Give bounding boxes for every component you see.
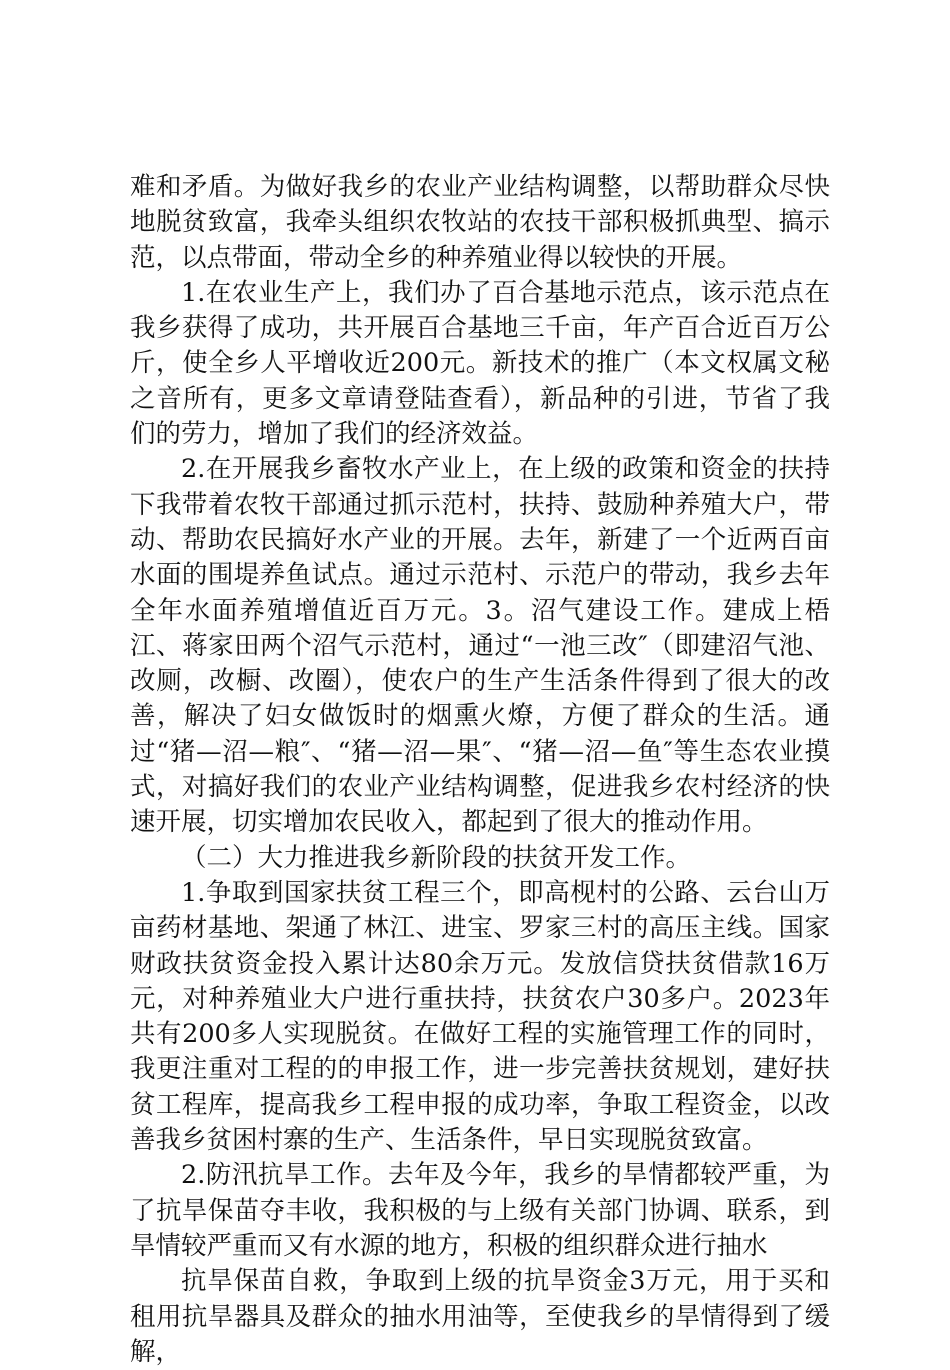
paragraph-aquaculture: 2.在开展我乡畜牧水产业上，在上级的政策和资金的扶持下我带着农牧干部通过抓示范村，扶持、鼓励种养殖大户，带动、帮助农民搞好水产业的开展。去年，新建了一个近两百亩水面的围堤养鱼试点。通过示范村、示范户的带动，我乡去年全年水面养殖增值近百万元。3。沼气建设工作。建成上梧江、蒋家田两个沼气示范村，通过“一池三改″（即建沼气池、改厕，改橱、改圈），使农户的生产生活条件得到了很大的改善，解决了妇女做饭时的烟熏火燎，方便了群众的生活。通过“猪—沼—粮″、“猪—沼—果″、“猪—沼—鱼″等生态农业摸式，对搞好我们的农业产业结构调整，促进我乡农村经济的快速开展，切实增加农民收入，都起到了很大的推动作用。 <box>130 454 830 838</box>
document-body <box>130 170 830 1370</box>
paragraph-drought: 2.防汛抗旱工作。去年及今年，我乡的旱情都较严重，为了抗旱保苗夺丰收，我积极的与上级有关部门协调、联系，到旱情较严重而又有水源的地方，积极的组织群众进行抽水 <box>130 1160 830 1261</box>
paragraph-continuation: 难和矛盾。为做好我乡的农业产业结构调整，以帮助群众尽快地脱贫致富，我牵头组织农牧站的农技干部积极抓典型、搞示范，以点带面，带动全乡的种养殖业得以较快的开展。 <box>130 172 830 273</box>
paragraph-poverty-projects: 1.争取到国家扶贫工程三个，即高枧村的公路、云台山万亩药材基地、架通了林江、进宝、罗家三村的高压主线。国家财政扶贫资金投入累计达80余万元。发放信贷扶贫借款16万元，对种养殖业大户进行重扶持，扶贫农户30多户。2023年共有200多人实现脱贫。在做好工程的实施管理工作的同时，我更注重对工程的的申报工作，进一步完善扶贫规划，建好扶贫工程库，提高我乡工程申报的成功率，争取工程资金，以改善我乡贫困村寨的生产、生活条件，早日实现脱贫致富。 <box>130 877 830 1156</box>
section-heading-poverty: （二）大力推进我乡新阶段的扶贫开发工作。 <box>181 842 692 873</box>
paragraph-agriculture: 1.在农业生产上，我们办了百合基地示范点，该示范点在我乡获得了成功，共开展百合基地三千亩，年产百合近百万公斤，使全乡人平增收近200元。新技术的推广（本文权属文秘之音所有，更多文章请登陆查看），新品种的引进，节省了我们的劳力，增加了我们的经济效益。 <box>130 277 830 450</box>
paragraph-drought-relief: 抗旱保苗自救，争取到上级的抗旱资金3万元，用于买和租用抗旱器具及群众的抽水用油等，至使我乡的旱情得到了缓解， <box>130 1266 830 1367</box>
